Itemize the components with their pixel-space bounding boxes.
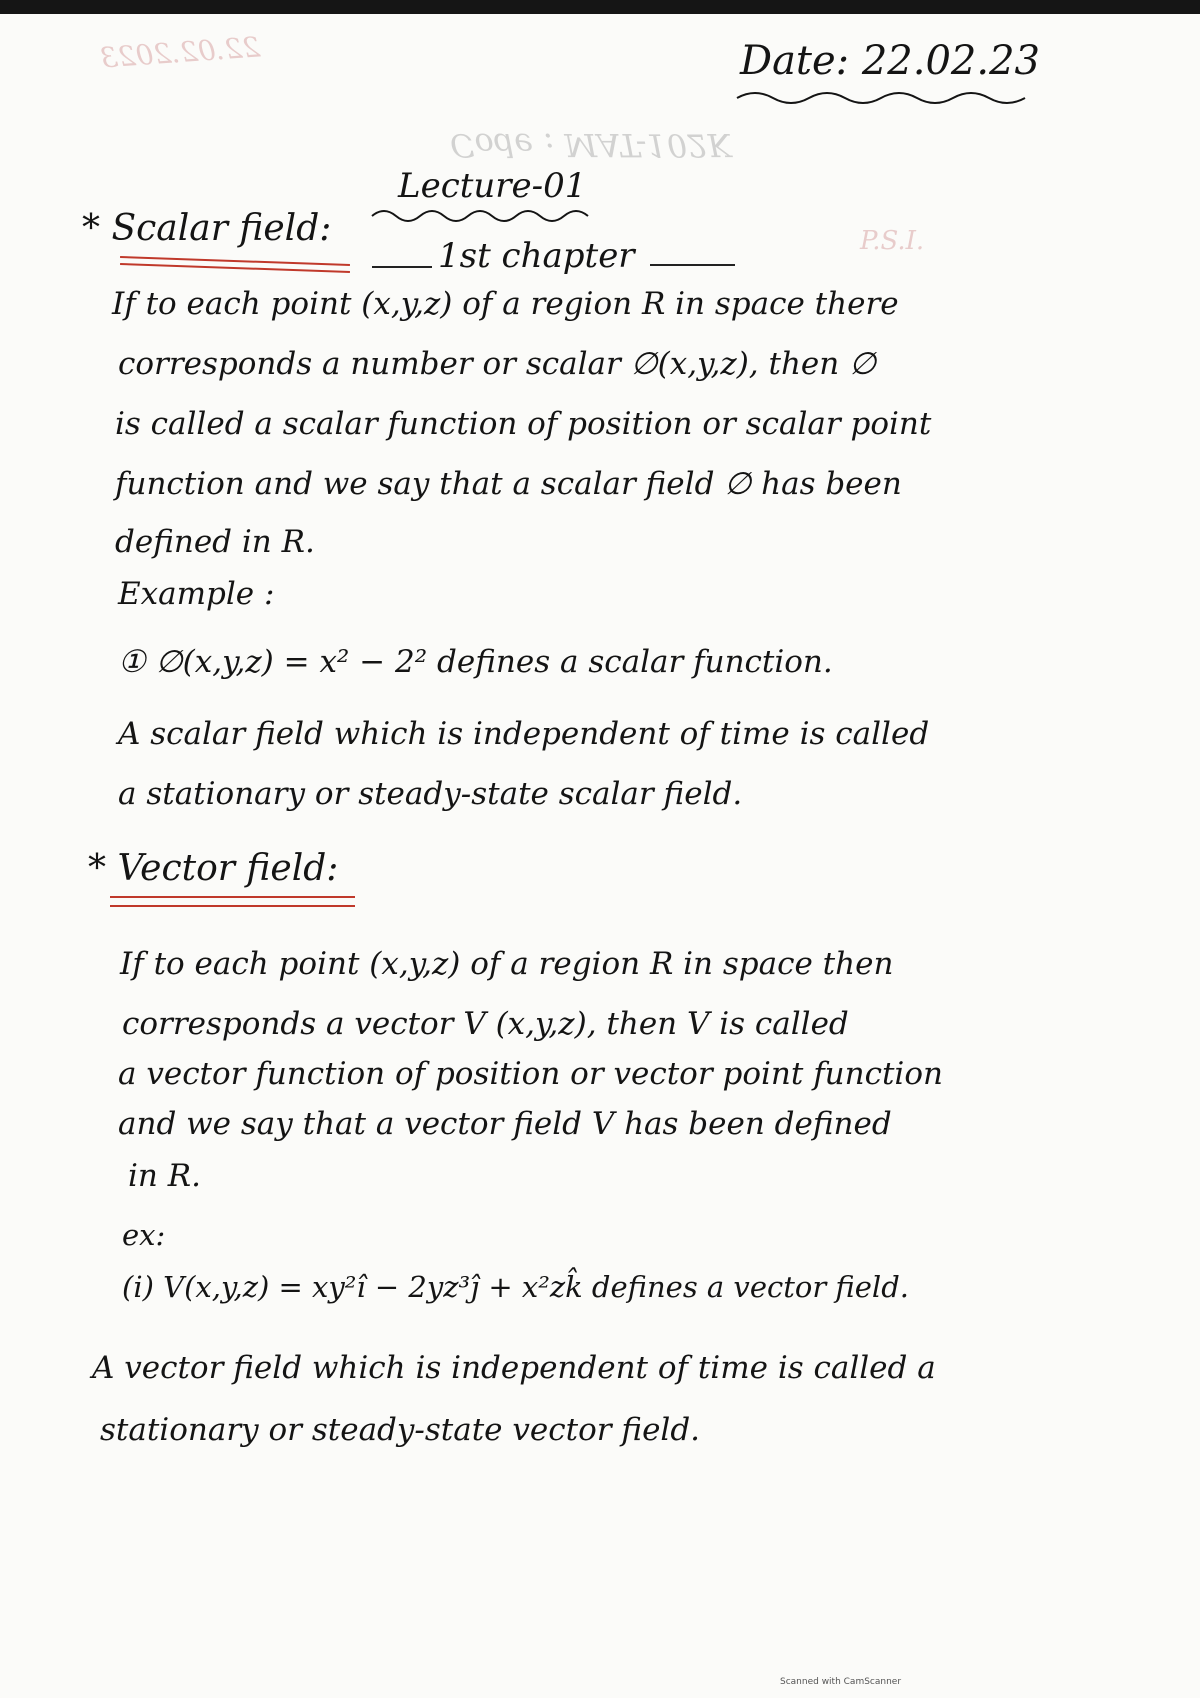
- chapter-line-left: [372, 266, 432, 268]
- page-date: Date: 22.02.23: [740, 38, 1040, 84]
- chapter-label: 1st chapter: [438, 236, 635, 276]
- lecture-title: Lecture-01: [398, 166, 587, 206]
- scalar-heading: * Scalar field:: [82, 208, 332, 249]
- scalar-example-equation: ① ∅(x,y,z) = x² − 2² defines a scalar function.: [118, 644, 833, 680]
- lecture-underline: [370, 206, 610, 226]
- vector-line-2: corresponds a vector V (x,y,z), then V is called: [122, 1006, 849, 1042]
- vector-line-3: a vector function of position or vector point function: [118, 1056, 943, 1092]
- vector-heading: * Vector field:: [88, 848, 339, 889]
- scan-top-edge: [0, 0, 1200, 14]
- vector-example-equation: (i) V(x,y,z) = xy²î − 2yz³ĵ + x²zk̂ defines a vector field.: [122, 1270, 909, 1304]
- chapter-line-right: [650, 264, 735, 266]
- scalar-note-line-1: A scalar field which is independent of time is called: [118, 716, 930, 752]
- notebook-page: [0, 8, 1200, 1698]
- scalar-line-4: function and we say that a scalar field ∅ has been: [115, 466, 902, 502]
- vector-line-5: in R.: [128, 1158, 201, 1194]
- vector-note-line-1: A vector field which is independent of time is called a: [92, 1350, 936, 1386]
- vector-line-4: and we say that a vector field V has been defined: [118, 1106, 892, 1142]
- vector-example-label: ex:: [122, 1218, 166, 1252]
- date-underline: [735, 86, 1045, 106]
- ghost-psi: P.S.I.: [860, 226, 925, 256]
- scalar-line-2: corresponds a number or scalar ∅(x,y,z), then ∅: [118, 346, 877, 382]
- scalar-example-label: Example :: [118, 576, 275, 612]
- ghost-code-mirrored: Code : MAT-102K: [450, 126, 732, 164]
- vector-note-line-2: stationary or steady-state vector field.: [100, 1412, 701, 1448]
- ghost-date-mirrored: 22.02.2023: [99, 30, 262, 75]
- vector-heading-underline-2: [110, 905, 355, 907]
- scalar-line-5: defined in R.: [115, 524, 315, 560]
- scalar-line-3: is called a scalar function of position or scalar point: [115, 406, 932, 442]
- scalar-line-1: If to each point (x,y,z) of a region R in space there: [112, 286, 899, 322]
- vector-heading-underline-1: [110, 896, 355, 898]
- vector-line-1: If to each point (x,y,z) of a region R in space then: [120, 946, 894, 982]
- scalar-note-line-2: a stationary or steady-state scalar field.: [118, 776, 743, 812]
- scanner-watermark: Scanned with CamScanner: [780, 1677, 902, 1687]
